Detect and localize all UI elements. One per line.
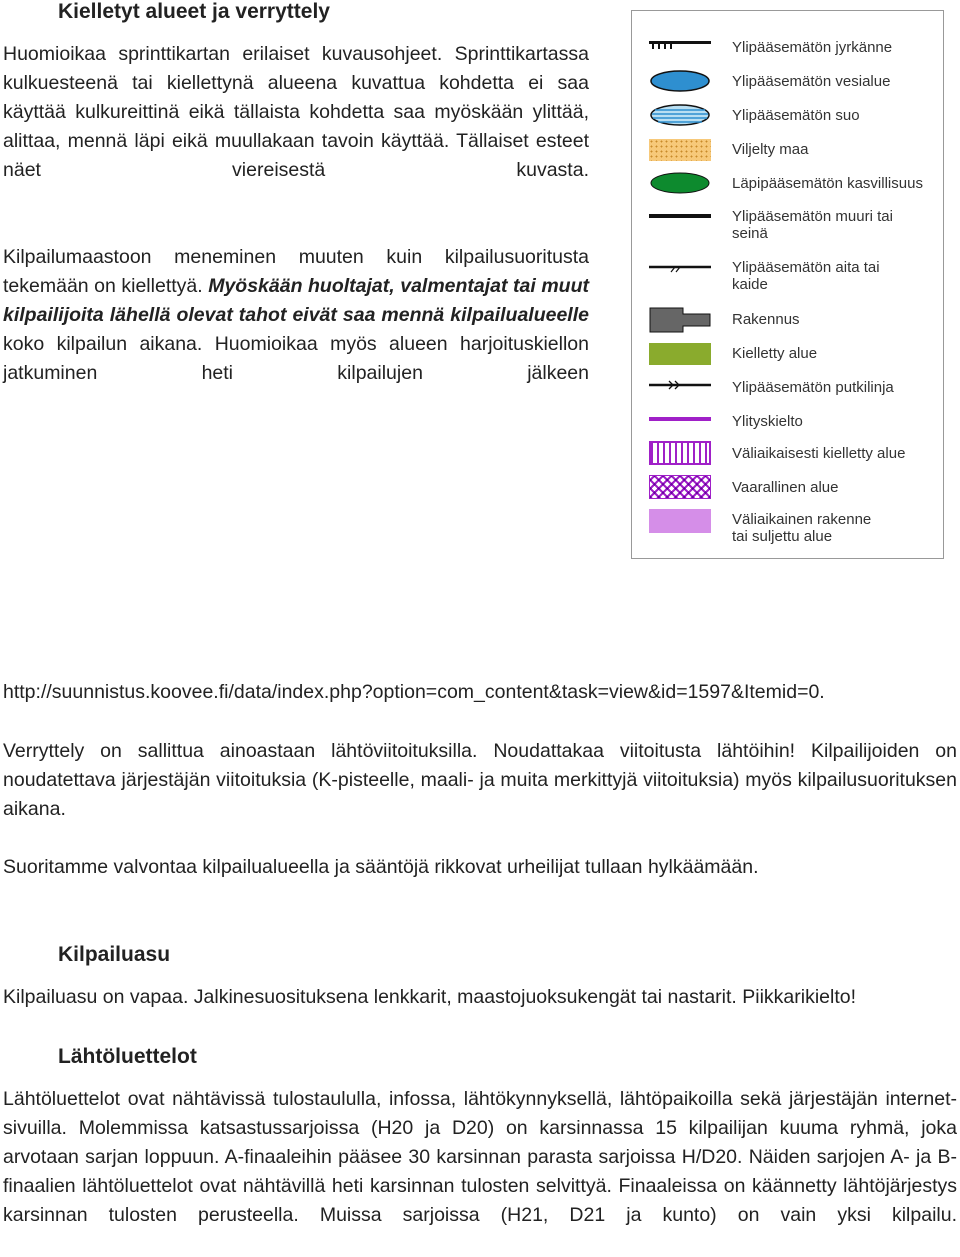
wall-icon [649, 214, 711, 218]
vegetation-icon [649, 171, 711, 195]
paragraph-terrain-ban [3, 243, 589, 388]
terrain-ban-text: Kilpailumaastoon meneminen muuten kuin kilpailusuoritusta tekemään on kiellettyä. [3, 246, 589, 297]
crossing-ban-icon [649, 417, 711, 421]
cultivated-land-icon [649, 139, 711, 161]
paragraph-attire: Kilpailuasu on vapaa. Jalkinesuosituksena lenkkarit, maastojuoksukengät tai nastarit. Piikkarikielto! [3, 986, 857, 1008]
paragraph-supervision: Suoritamme valvontaa kilpailualueella ja sääntöjä rikkovat urheilijat tullaan hylkäämään. [3, 856, 759, 878]
legend-label-vegetation: Läpipääsemätön kasvillisuus [732, 175, 923, 192]
paragraph-map-instructions: Huomioikaa sprinttikartan erilaiset kuvausohjeet. Sprinttikartassa kulkuesteenä tai kiellettynä alueena kuvattua kohdetta ei saa käyttää kulkureittinä eikä tällaista kohdetta saa myöskään ylittää, alittaa, mennä läpi eikä muullakaan tavoin käyttää. Tällaiset esteet näet viereisestä kuvasta. [3, 43, 589, 181]
legend-label-forbidden: Kielletty alue [732, 345, 818, 362]
legend-label-temp-forbidden: Väliaikaisesti kielletty alue [732, 445, 906, 462]
section-title-start-lists: Lähtöluettelot [58, 1045, 197, 1068]
legend-label-water: Ylipääsemätön vesialue [732, 73, 891, 90]
legend-label-cliff: Ylipääsemätön jyrkänne [732, 39, 893, 56]
legend-label-danger: Vaarallinen alue [732, 479, 839, 496]
legend-label-pipeline: Ylipääsemätön putkilinja [732, 379, 894, 396]
map-symbol-legend [631, 10, 944, 559]
legend-label-wall: Ylipääsemätön muuri tai seinä [732, 208, 893, 242]
legend-label-crossing-ban: Ylityskielto [732, 413, 803, 430]
water-icon [649, 69, 711, 93]
terrain-ban-text-end: koko kilpailun aikana. Huomioikaa myös alueen harjoituskiellon jatkuminen heti kilpailujen jälkeen [3, 333, 589, 384]
reference-link[interactable]: http://suunnistus.koovee.fi/data/index.php?option=com_content&task=view&id=1597&Itemid=0. [3, 681, 825, 703]
pipeline-icon [649, 377, 711, 393]
marsh-icon [649, 103, 711, 127]
legend-label-cultivated: Viljelty maa [732, 141, 809, 158]
legend-label-temp-structure: Väliaikainen rakenne tai suljettu alue [732, 511, 872, 545]
section-title-forbidden-areas: Kielletyt alueet ja verryttely [58, 0, 330, 23]
danger-area-icon [649, 475, 711, 499]
building-icon [649, 307, 711, 333]
section-title-competition-attire: Kilpailuasu [58, 943, 171, 966]
temp-structure-icon [649, 509, 711, 533]
paragraph-warmup: Verryttely on sallittua ainoastaan lähtöviitoituksilla. Noudattakaa viitoitusta lähtöihin! Kilpailijoiden on noudatettava järjestäjän viitoituksia (K-pisteelle, maali- ja muita merkittyjä viitoituksia) myös kilpailusuorituksen aikana. [3, 740, 957, 820]
temp-forbidden-icon [649, 441, 711, 465]
legend-label-marsh: Ylipääsemätön suo [732, 107, 860, 124]
terrain-ban-emphasis: Myöskään huoltajat, valmentajat tai muut kilpailijoita lähellä olevat tahot eivät saa mennä kilpailualueelle [3, 275, 589, 326]
paragraph-start-lists: Lähtöluettelot ovat nähtävissä tulostaululla, infossa, lähtökynnyksellä, lähtöpaikoilla sekä järjestäjän internet-sivuilla. Molemmissa katsastussarjoissa (H20 ja D20) on karsinnassa 15 kilpailijan kuuma ryhmä, joka arvotaan sarjan loppuun. A-finaaleihin pääsee 30 karsinnan parasta sarjoissa H/D20. Näiden sarjojen A- ja B-finaalien lähtöluettelot ovat nähtävillä heti karsinnan tulosten selvittyä. Finaaleissa on käännetty lähtöjärjestys karsinnan tulosten perusteella. Muissa sarjoissa (H21, D21 ja kunto) on vain yksi kilpailu. [3, 1088, 957, 1226]
forbidden-area-icon [649, 343, 711, 365]
legend-label-building: Rakennus [732, 311, 800, 328]
fence-icon [649, 259, 711, 275]
cliff-icon [649, 41, 711, 51]
legend-label-fence: Ylipääsemätön aita tai kaide [732, 259, 880, 293]
